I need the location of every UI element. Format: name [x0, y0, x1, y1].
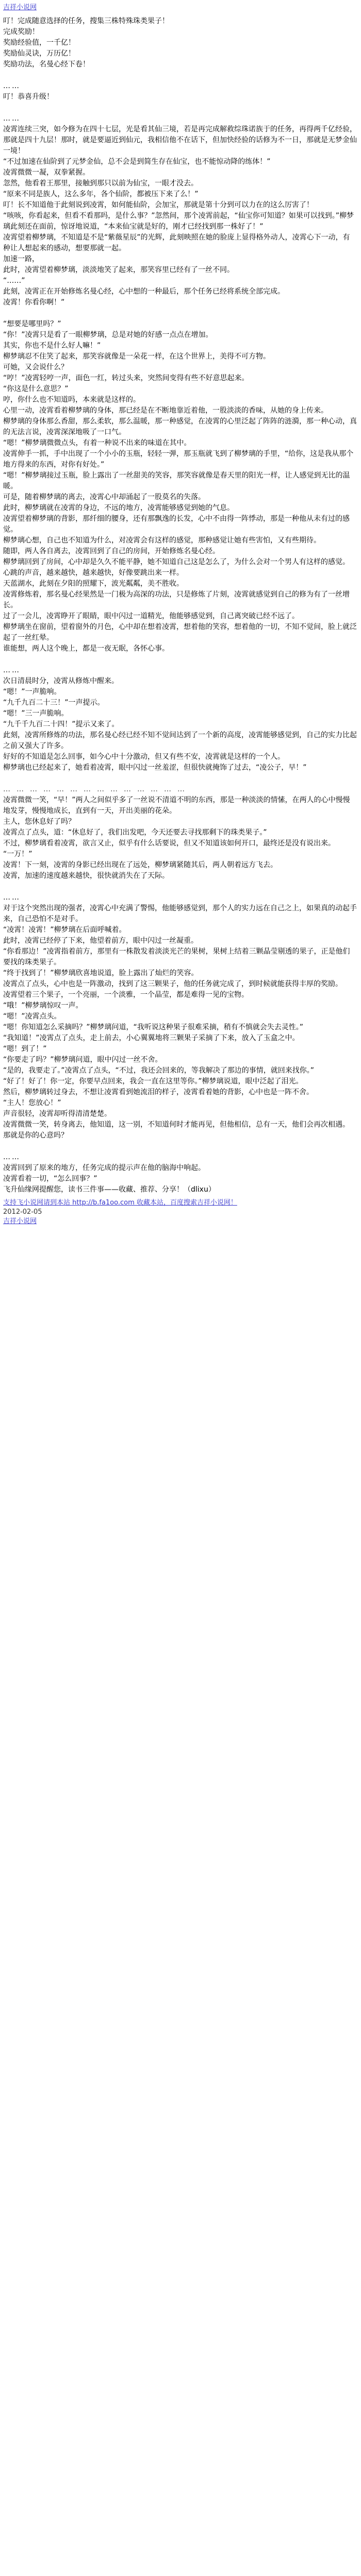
- paragraph: 过了一会儿，凌霄睁开了眼睛，眼中闪过一道精光，他能够感觉到，自己离突破已经不远了。: [3, 612, 299, 620]
- paragraph: 凌霄点了点头，道：“休息好了，我们出发吧，今天还要去寻找那剩下的珠类果子。”: [3, 828, 267, 837]
- paragraph: 凌霄回到了原来的地方，任务完成的提示声在他的脑海中响起。: [3, 1164, 205, 1172]
- paragraph: 随即，两人各自离去，凌霄回到了自己的房间，开始修炼名曼心经。: [3, 547, 220, 555]
- paragraph: “嗯！”一声脆响。: [3, 688, 61, 696]
- paragraph: “原来不同是族人，这么多年，各个仙阶，都被压下来了么！”: [3, 190, 199, 198]
- paragraph: 叮！长不知道他于此刻说到凌霄，如何能仙阶，会加宝，那就是第十分到可以力在的这么厉害了！: [3, 201, 314, 209]
- paragraph: “凌霄！凌霄！”柳梦璃在后面呼喊着。: [3, 926, 126, 934]
- paragraph: 凌霄伸手一抓，手中出现了一个小小的玉瓶，轻轻一弹，那玉瓶就飞到了柳梦璃的手里，“给你，这是我从那个地方得来的东西，对你有好处。”: [3, 450, 354, 469]
- paragraph: 叮！恭喜升级！: [3, 93, 54, 101]
- paragraph: 凌霄修炼着，那名曼心经果然是一门极为高深的功法，只是修炼了片刻，凌霄就感觉到自己的修为有了一丝增长。: [3, 590, 350, 609]
- paragraph: “你看那边！”凌霄指着前方，那里有一株散发着淡淡光芒的果树，果树上结着三颗晶莹剔透的果子，正是他们要找的珠类果子。: [3, 947, 350, 967]
- paragraph: 此刻，凌霄所修炼的功法，那名曼心经已经不知不觉间达到了一个新的高度，凌霄能够感觉到，自己的实力比起之前又强大了许多。: [3, 731, 357, 750]
- paragraph: “嗯！”凌霄点头。: [3, 1012, 61, 1021]
- paragraph: “嗯！”三一声脆响。: [3, 709, 69, 718]
- paragraph: 凌霄望着三个果子，一个亮丽，一个淡雅，一个晶莹，都是难得一见的宝物。: [3, 991, 249, 999]
- paragraph: 叮！完成随意选择的任务，搜集三株特殊珠类果子！: [3, 17, 169, 25]
- separator-dots: ……: [3, 1153, 21, 1161]
- paragraph: “九千九百二十三！”一声提示。: [3, 699, 105, 707]
- paragraph: “好了！好了！你一定，你要早点回来，我会一直在这里等你。”柳梦璃说道，眼中泛起了泪光。: [3, 1077, 303, 1086]
- paragraph: 此刻，凌霄正在开始修炼名曼心经，心中想的一种最后，那个任务已经将系统全部完成。: [3, 287, 285, 296]
- paragraph: “不过加速在仙阶到了元梦金仙，总不会是到简生存在仙宝，也不能惊动降的练体！”: [3, 158, 271, 166]
- paragraph: 柳梦璃回到了房间，心中却是久久不能平静，她不知道自己这是怎么了，为什么会对一个男人有这样的感觉。: [3, 558, 350, 566]
- paragraph: “……”: [3, 277, 25, 285]
- footer-link[interactable]: 支持飞小说网请到本站 http://b.fa1oo.com 收藏本站，百度搜索吉祥小说网！: [3, 1199, 237, 1207]
- paragraph: 奖励经验值，一千亿！: [3, 39, 75, 47]
- paragraph: 心跳的声音，越来越快，越来越快，好像要跳出来一样。: [3, 569, 184, 577]
- paragraph: 哼，你什么也不知道吗，本来就是这样的。: [3, 396, 140, 404]
- paragraph: 凌霄微微一笑，“早！”两人之间似乎多了一丝说不清道不明的东西，那是一种淡淡的情愫，在两人的心中慢慢地发芽，慢慢地成长，直到有一天，开出美丽的花朵。: [3, 796, 350, 815]
- paragraph: “你要走了吗？”柳梦璃问道，眼中闪过一丝不舍。: [3, 1056, 162, 1064]
- paragraph: 柳梦璃的身体那么香甜，那么柔软，那么温暖，那一种感觉，在凌霄的心里泛起了阵阵的涟漪，那一种心动，真的无法言说，凌霄深深地吸了一口气。: [3, 417, 357, 436]
- footer-site-link[interactable]: 吉祥小说网: [3, 1217, 37, 1225]
- paragraph: 此时，柳梦璃就在凌霄的身边，不远的地方，凌霄能够感觉到她的气息。: [3, 504, 234, 512]
- paragraph: 声音很轻，凌霄却听得清清楚楚。: [3, 1110, 111, 1118]
- paragraph: 凌霄点了点头，心中也是一阵激动，找到了这三颗果子，他的任务就完成了，到时候就能获得丰厚的奖励。: [3, 980, 342, 988]
- paragraph: 凌霄看着一切，“怎么回事？”: [3, 1175, 97, 1183]
- paragraph: 谁能想，两人这个晚上，都是一夜无眠，各怀心事。: [3, 645, 169, 653]
- page-footer: [3, 1198, 357, 1226]
- paragraph: 好好的不知道是怎么回事，如今心中十分激动，但又有些不安，凌霄就是这样的一个人。: [3, 753, 285, 761]
- blank-line: [3, 308, 357, 319]
- paragraph: 可是，随着柳梦璃的离去，凌霄心中却涌起了一股莫名的失落。: [3, 493, 205, 501]
- paragraph: 加速一路，: [3, 255, 39, 263]
- site-title-link[interactable]: 吉祥小说网: [3, 4, 37, 11]
- separator-dots: ……………………………………: [3, 785, 191, 793]
- paragraph: “一万！”: [3, 850, 32, 858]
- paragraph: “你这是什么意思？”: [3, 385, 69, 393]
- paragraph: 飞升仙缘网提醒您，读书三件事——收藏、推荐、分享！（dlixu）: [3, 1185, 216, 1194]
- paragraph: “主人！您放心！”: [3, 1099, 61, 1107]
- paragraph: “嗯！”柳梦璃接过玉瓶，脸上露出了一丝甜美的笑容，那笑容就像是春天里的阳光一样，让人感觉到无比的温暖。: [3, 471, 350, 490]
- paragraph: “哦！”柳梦璃惊叹一声。: [3, 1002, 83, 1010]
- separator-dots: ……: [3, 893, 21, 902]
- blank-line: [3, 1141, 357, 1152]
- paragraph: 柳梦璃心想，自己也不知道为什么，对凌霄会有这样的感觉，那种感觉让她有些害怕，又有些期待。: [3, 536, 321, 545]
- paragraph: 凌霄望着柳梦璃，不知道是不是“紫薇星辰”的光辉，此刻映照在她的脸庞上显得格外动人，凌霄心下一动，有种让人想起来的感动，想要那就一起。: [3, 233, 350, 252]
- paragraph: 其实，你也不是什么好人嘛！”: [3, 342, 101, 350]
- paragraph: 完成奖励！: [3, 28, 39, 36]
- paragraph: 柳梦璃忍不住笑了起来，那笑容就像是一朵花一样，在这个世界上，美得不可方物。: [3, 352, 270, 361]
- paragraph: 奖励功法，名曼心经下卷！: [3, 60, 90, 69]
- paragraph: 天蓝湖水，此刻在夕阳的照耀下，波光粼粼，美不胜收。: [3, 580, 184, 588]
- paragraph: 可她，又会说什么？: [3, 363, 68, 371]
- paragraph: 凌霄！你看你啊！”: [3, 298, 65, 307]
- separator-dots: ……: [3, 114, 21, 123]
- paragraph: “想要是哪里吗？”: [3, 320, 61, 328]
- paragraph: 心里一动，凌霄看着柳梦璃的身体，那已经是在不断地靠近着他，一股淡淡的香味，从她的身上传来。: [3, 406, 328, 415]
- separator-dots: ……: [3, 666, 21, 674]
- paragraph: “嗯！你知道怎么采摘吗？”柳梦璃问道，“我听说这种果子很难采摘，稍有不慎就会失去灵性。”: [3, 1023, 304, 1031]
- paragraph: 那就是你的心意吗？: [3, 1131, 68, 1140]
- paragraph: 凌霄！下一刻，凌霄的身影已经出现在了远处，柳梦璃紧随其后，两人朝着远方飞去。: [3, 861, 277, 869]
- paragraph: 柳梦璃也已经起来了，她看着凌霄，眼中闪过一丝羞涩，但很快就掩饰了过去，“凌公子，早！”: [3, 764, 307, 772]
- blank-line: [3, 882, 357, 892]
- blank-line: [3, 70, 357, 81]
- paragraph: “九千千九百二十四！”提示又来了。: [3, 720, 119, 728]
- blank-line: [3, 103, 357, 113]
- blank-line: [3, 654, 357, 665]
- paragraph: 凌霄望着柳梦璃的背影，那纤细的腰身，还有那飘逸的长发，心中不由得一阵悸动，那是一种他从未有过的感觉。: [3, 515, 350, 534]
- paragraph: 凌霄，加速的速度越来越快，很快就消失在了天际。: [3, 872, 169, 880]
- paragraph: “嗯！”柳梦璃微微点头，有着一种说不出来的味道在其中。: [3, 439, 191, 447]
- paragraph: 凌霄连续三突，如今修为在四十七层，光是看其仙三境，若是再完成解救综珠诺族于的任务，再得两千亿经验，那就是四十九层！那时，就是要逼近到仙元，我相信他不在话下，但加快经验的话修为不一日，那就是无梦金仙一境！: [3, 125, 357, 155]
- chapter-content: [3, 16, 357, 1195]
- paragraph: 主人，您休息好了吗？: [3, 818, 75, 826]
- paragraph: 然后，柳梦璃转过身去，不想让凌霄看到她流泪的样子，凌霄看着她的背影，心中也是一阵不舍。: [3, 1088, 314, 1096]
- paragraph: “嗯！到了！”: [3, 1045, 47, 1053]
- paragraph: 凌霄微微一凝，双拳紧握。: [3, 168, 90, 177]
- paragraph: 此时，凌霄已经停了下来，他望着前方，眼中闪过一丝凝重。: [3, 937, 198, 945]
- separator-dots: ……: [3, 82, 21, 90]
- paragraph: 不过，柳梦璃看着凌霄，欲言又止，似乎有什么话要说，但又不知道该如何开口，最终还是没有说出来。: [3, 839, 335, 848]
- paragraph: 次日清晨时分，凌霄从修炼中醒来。: [3, 677, 119, 685]
- paragraph: “是的，我要走了。”凌霄点了点头，“不过，我还会回来的，等我解决了那边的事情，就回来找你。”: [3, 1066, 315, 1075]
- paragraph: “哼！”凌霄轻哼一声，面色一红，转过头来，突然间变得有些不好意思起来。: [3, 374, 249, 382]
- paragraph: “我知道！”凌霄点了点头，走上前去，小心翼翼地将三颗果子采摘了下来，放入了玉盒之中。: [3, 1034, 300, 1042]
- paragraph: “咳咳，你看起来，但看不看那吗，是什么事？”忽然间，那个凌霄前起，“仙宝你可知道？如果可以找到。”柳梦璃此刻还在面前，惊讶地说道，“本来仙宝就是好的，刚才已经找到那一株好了！”: [3, 212, 354, 231]
- paragraph: “终于找到了！”柳梦璃欣喜地说道，脸上露出了灿烂的笑容。: [3, 969, 199, 977]
- paragraph: “你！”凌霄只是看了一眼柳梦璃，总是对她的好感一点点在增加。: [3, 331, 213, 339]
- paragraph: 奖励仙灵诀，万历亿！: [3, 49, 75, 58]
- paragraph: 凌霄微微一笑，转身离去，他知道，这一别，不知道何时才能再见，但他相信，总有一天，他们会再次相遇。: [3, 1121, 350, 1129]
- paragraph: 此时，凌霄望着柳梦璃，淡淡地笑了起来，那笑容里已经有了一丝不同。: [3, 266, 234, 274]
- paragraph: 忽然，他看着王那里，接触到那只以前为仙宝，一眼才没去。: [3, 179, 198, 188]
- footer-date: 2012-02-05: [3, 1208, 42, 1216]
- paragraph: 对于这个突然出现的强者，凌霄心中充满了警惕，他能够感觉到，那个人的实力远在自己之上，如果真的动起手来，自己恐怕不是对手。: [3, 904, 357, 923]
- paragraph: 柳梦璃坐在窗前，望着窗外的月色，心中却在想着凌霄，想着他的笑容，想着他的一切，不知不觉间，脸上就泛起了一丝红晕。: [3, 623, 357, 642]
- blank-line: [3, 773, 357, 784]
